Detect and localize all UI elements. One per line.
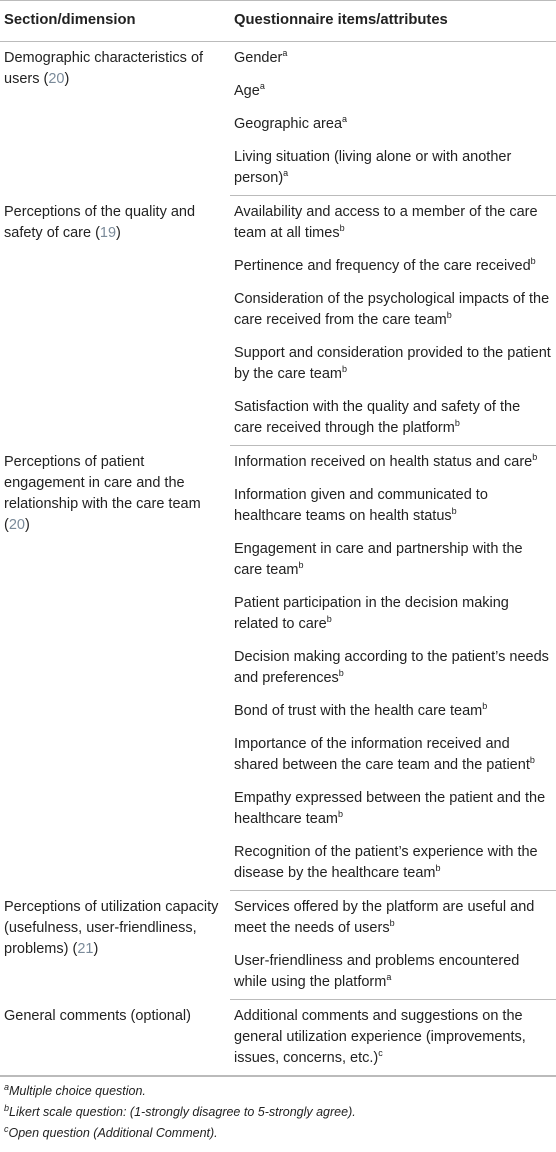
item-cell [230, 42, 556, 76]
item-footnote-mark: a [386, 972, 392, 983]
item-footnote-mark: b [454, 418, 460, 429]
item-footnote-mark: b [298, 560, 304, 571]
item-footnote-mark: b [435, 863, 441, 874]
item-footnote-mark: a [259, 81, 265, 92]
table-body [0, 42, 556, 1076]
item-cell [230, 446, 556, 480]
item-footnote-mark: b [342, 364, 348, 375]
section-label: Perceptions of utilization capacity (usefulness, user-friendliness, problems) [4, 898, 219, 957]
item-text: Information received on health status and care [234, 454, 533, 470]
item-cell [230, 337, 556, 391]
item-cell [230, 391, 556, 446]
table-row [0, 1000, 556, 1076]
section-label: General comments (optional) [4, 1007, 191, 1024]
item-cell [230, 108, 556, 141]
item-cell [230, 283, 556, 337]
item-text: Bond of trust with the health care team [234, 703, 483, 719]
header-items: Questionnaire items/attributes [230, 1, 556, 42]
section-cell: Demographic characteristics of users (20) [4, 50, 204, 87]
header-section: Section/dimension [0, 1, 230, 42]
header-row [0, 1, 556, 42]
item-footnote-mark: a [283, 168, 289, 179]
item-cell [230, 728, 556, 782]
item-cell [230, 75, 556, 108]
item-cell [230, 695, 556, 728]
item-cell [230, 1000, 556, 1076]
item-cell [230, 641, 556, 695]
item-footnote-mark: a [342, 114, 348, 125]
item-cell [230, 479, 556, 533]
footnote-b: $^b$Likert scale question: (1-strongly disagree to 5-strongly agree). [4, 1102, 356, 1119]
item-footnote-mark: c [378, 1048, 383, 1059]
item-text: Engagement in care and partnership with the care team [234, 541, 523, 578]
item-text: Empathy expressed between the patient and the healthcare team [234, 790, 546, 827]
table-row [0, 446, 556, 480]
item-text: Pertinence and frequency of the care received [234, 258, 531, 274]
item-text: Patient participation in the decision making related to care [234, 595, 509, 632]
section-label: Perceptions of patient engagement in care and the relationship with the care team [4, 453, 201, 512]
section-reference: 20 [48, 71, 65, 87]
item-text: Satisfaction with the quality and safety of the care received through the platform [234, 399, 521, 436]
section-label: Perceptions of the quality and safety of care [4, 203, 196, 241]
item-footnote-mark: b [482, 701, 488, 712]
item-footnote-mark: b [339, 223, 345, 234]
item-footnote-mark: b [451, 506, 457, 517]
section-label: Demographic characteristics of users [4, 50, 204, 87]
item-text: Support and consideration provided to the patient by the care team [234, 345, 551, 382]
item-cell [230, 945, 556, 1000]
item-cell [230, 587, 556, 641]
footnote-a: $^a$Multiple choice question. [4, 1081, 146, 1098]
item-footnote-mark: b [530, 256, 536, 267]
item-cell [230, 782, 556, 836]
footnotes [0, 1076, 556, 1144]
item-footnote-mark: b [326, 614, 332, 625]
item-text: Age [234, 83, 260, 99]
item-text: Importance of the information received and shared between the care team and the patient [234, 736, 530, 773]
item-text: User-friendliness and problems encountered while using the platform [234, 953, 520, 990]
table-row [0, 196, 556, 251]
item-text: Living situation (living alone or with another person) [234, 149, 512, 186]
item-footnote-mark: b [532, 452, 538, 463]
item-text: Gender [234, 50, 283, 66]
item-text: Decision making according to the patient’s needs and preferences [234, 649, 549, 686]
item-cell [230, 891, 556, 946]
item-footnote-mark: b [337, 809, 343, 820]
section-reference: 19 [99, 224, 117, 241]
item-cell [230, 836, 556, 891]
section-reference: 20 [8, 516, 25, 533]
section-reference: 21 [77, 940, 94, 957]
item-text: Recognition of the patient’s experience with the disease by the healthcare team [234, 844, 538, 881]
footnote-c: $^c$Open question (Additional Comment). [4, 1123, 218, 1140]
item-footnote-mark: b [338, 668, 344, 679]
item-cell [230, 196, 556, 251]
item-cell [230, 141, 556, 196]
section-cell [0, 1000, 230, 1076]
table-row [0, 42, 556, 76]
item-text: Geographic area [234, 116, 343, 132]
section-cell: Perceptions of the quality and safety of care (19) [4, 203, 196, 241]
item-footnote-mark: b [529, 755, 535, 766]
item-footnote-mark: b [446, 310, 452, 321]
item-text: Additional comments and suggestions on the general utilization experience (improvements, issues, concerns, etc.) [234, 1008, 526, 1066]
item-cell [230, 250, 556, 283]
item-cell [230, 533, 556, 587]
table-row [0, 891, 556, 946]
section-cell: Perceptions of utilization capacity (usefulness, user-friendliness, problems) (21) [4, 898, 219, 957]
item-text: Consideration of the psychological impacts of the care received from the care team [234, 291, 550, 328]
item-footnote-mark: b [389, 918, 395, 929]
section-cell: Perceptions of patient engagement in care and the relationship with the care team (20) [4, 453, 201, 533]
item-text: Availability and access to a member of the care team at all times [234, 204, 538, 241]
item-text: Services offered by the platform are useful and meet the needs of users [234, 899, 535, 936]
item-text: Information given and communicated to healthcare teams on health status [234, 487, 488, 524]
item-footnote-mark: a [282, 48, 288, 59]
